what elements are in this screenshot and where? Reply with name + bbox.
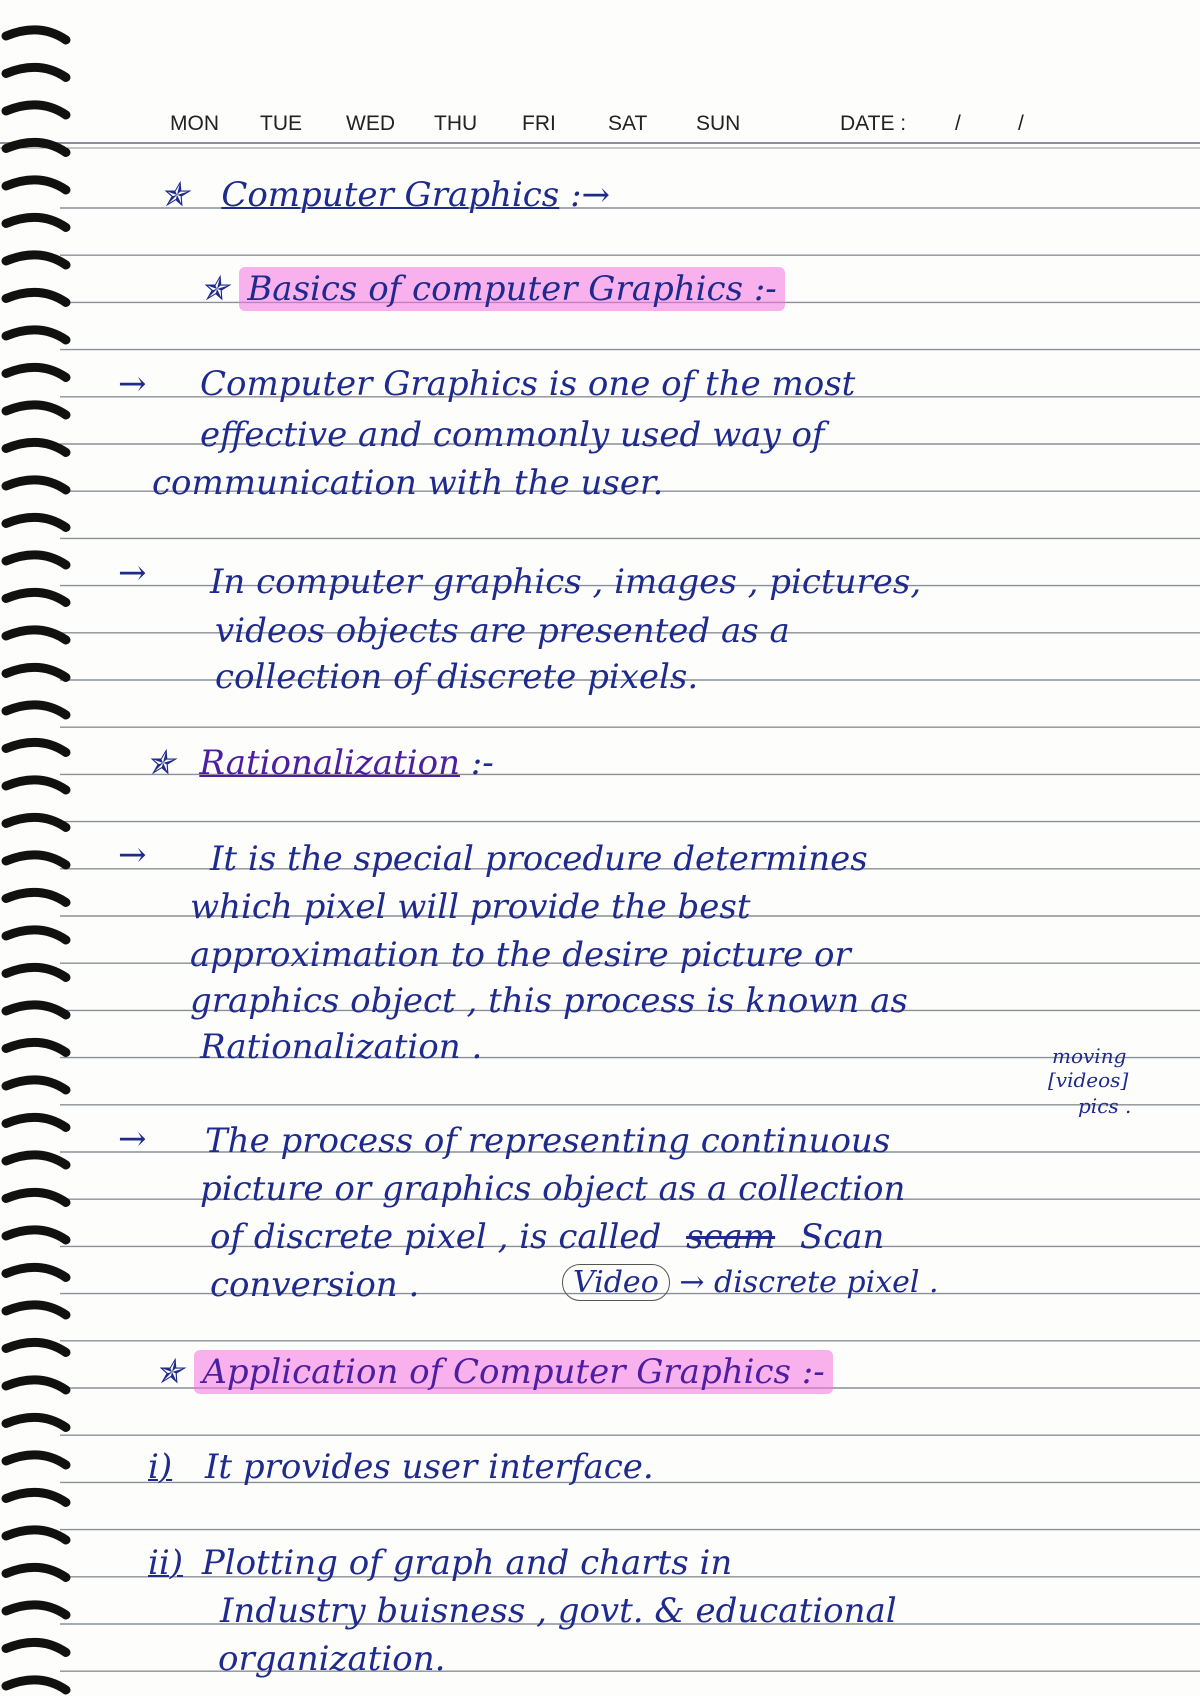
spiral-ring: [6, 705, 66, 715]
note-text: Scan: [799, 1217, 885, 1257]
spiral-ring: [6, 742, 66, 752]
spiral-ring: [6, 855, 66, 865]
date-separator: /: [1018, 112, 1024, 135]
spiral-ring: [6, 1042, 66, 1052]
spiral-ring: [6, 67, 66, 77]
note-line: which pixel will provide the best: [190, 887, 751, 927]
note-line: The process of representing continuous: [205, 1121, 891, 1161]
note-line: collection of discrete pixels.: [215, 657, 699, 697]
spiral-ring: [6, 1642, 66, 1652]
day-sat: SAT: [608, 112, 648, 135]
margin-note: moving: [1052, 1044, 1127, 1068]
date-label: DATE :: [840, 112, 907, 135]
day-date-header: [0, 104, 1200, 144]
star-icon: ✯: [160, 175, 189, 215]
note-line: effective and commonly used way of: [200, 415, 825, 455]
list-item: [148, 1543, 733, 1583]
list-item: [148, 1447, 654, 1487]
item-text: It provides user interface.: [204, 1447, 654, 1487]
spiral-ring: [6, 1305, 66, 1315]
spiral-ring: [6, 180, 66, 190]
spiral-ring: [6, 780, 66, 790]
spiral-ring: [6, 555, 66, 565]
item-text: Industry buisness , govt. & educational: [220, 1591, 897, 1631]
arrow-icon: →: [679, 1265, 705, 1300]
spiral-ring: [6, 1455, 66, 1465]
spiral-ring: [6, 592, 66, 602]
spiral-ring: [6, 667, 66, 677]
note-line: Rationalization .: [200, 1027, 483, 1067]
spiral-ring: [6, 330, 66, 340]
title-suffix: :→: [570, 175, 611, 215]
note-line: graphics object , this process is known as: [190, 981, 908, 1021]
section-heading-text: Application of Computer Graphics :-: [194, 1350, 832, 1394]
spiral-ring: [6, 1155, 66, 1165]
spiral-ring: [6, 1380, 66, 1390]
note-line: communication with the user.: [152, 463, 664, 503]
item-number: i): [148, 1447, 173, 1487]
arrow-icon: →: [118, 835, 147, 875]
arrow-icon: →: [118, 364, 147, 404]
spiral-ring: [6, 967, 66, 977]
section-heading-basics: [200, 269, 785, 309]
struck-word: scam: [686, 1217, 776, 1257]
margin-note: [videos]: [1048, 1068, 1129, 1092]
note-line: approximation to the desire picture or: [190, 935, 851, 975]
spiral-ring: [6, 1117, 66, 1127]
note-line: [210, 1217, 885, 1257]
page-title: Computer Graphics: [221, 175, 560, 215]
section-heading-text: Basics of computer Graphics :-: [239, 267, 784, 311]
section-heading-text: Rationalization: [199, 743, 460, 783]
day-wed: WED: [346, 112, 395, 135]
day-sun: SUN: [696, 112, 741, 135]
star-icon: ✯: [155, 1352, 184, 1392]
day-thu: THU: [434, 112, 478, 135]
aside-text: discrete pixel .: [714, 1265, 939, 1300]
arrow-icon: →: [118, 1119, 147, 1159]
day-tue: TUE: [260, 112, 302, 135]
note-line: picture or graphics object as a collection: [200, 1169, 906, 1209]
star-icon: ✯: [200, 269, 229, 309]
spiral-ring: [6, 1492, 66, 1502]
aside-note: [562, 1265, 939, 1300]
item-text: Plotting of graph and charts in: [201, 1543, 733, 1583]
note-line: In computer graphics , images , pictures,: [210, 562, 922, 602]
spiral-ring: [6, 217, 66, 227]
aside-boxed-word: Video: [562, 1264, 670, 1301]
spiral-ring: [6, 442, 66, 452]
spiral-ring: [6, 892, 66, 902]
spiral-ring: [6, 1192, 66, 1202]
note-line: videos objects are presented as a: [215, 611, 790, 651]
day-fri: FRI: [522, 112, 556, 135]
spiral-ring: [6, 1080, 66, 1090]
spiral-ring: [6, 517, 66, 527]
note-line: conversion .: [210, 1265, 420, 1305]
spiral-ring: [6, 1530, 66, 1540]
spiral-ring: [6, 1567, 66, 1577]
spiral-ring: [6, 405, 66, 415]
spiral-ring: [6, 480, 66, 490]
spiral-ring: [6, 1230, 66, 1240]
star-icon: ✯: [146, 743, 175, 783]
note-text: of discrete pixel , is called: [210, 1217, 662, 1257]
spiral-ring: [6, 630, 66, 640]
title-line: [160, 175, 611, 215]
note-line: Computer Graphics is one of the most: [200, 364, 856, 404]
spiral-ring: [6, 1267, 66, 1277]
spiral-ring: [6, 1417, 66, 1427]
item-text: organization.: [218, 1639, 446, 1679]
spiral-ring: [6, 930, 66, 940]
spiral-ring: [6, 292, 66, 302]
spiral-ring: [6, 367, 66, 377]
spiral-ring: [6, 30, 66, 40]
section-heading-rationalization: [146, 743, 494, 783]
spiral-ring: [6, 1605, 66, 1615]
section-heading-application: [155, 1352, 833, 1392]
spiral-ring: [6, 1005, 66, 1015]
spiral-ring: [6, 1680, 66, 1690]
spiral-binding: [0, 0, 80, 1696]
date-separator: /: [955, 112, 961, 135]
note-line: It is the special procedure determines: [210, 839, 868, 879]
spiral-ring: [6, 1342, 66, 1352]
spiral-ring: [6, 817, 66, 827]
margin-note: pics .: [1078, 1094, 1132, 1118]
heading-suffix: :-: [470, 743, 494, 783]
spiral-ring: [6, 255, 66, 265]
arrow-icon: →: [118, 553, 147, 593]
item-number: ii): [148, 1543, 184, 1583]
day-mon: MON: [170, 112, 219, 135]
